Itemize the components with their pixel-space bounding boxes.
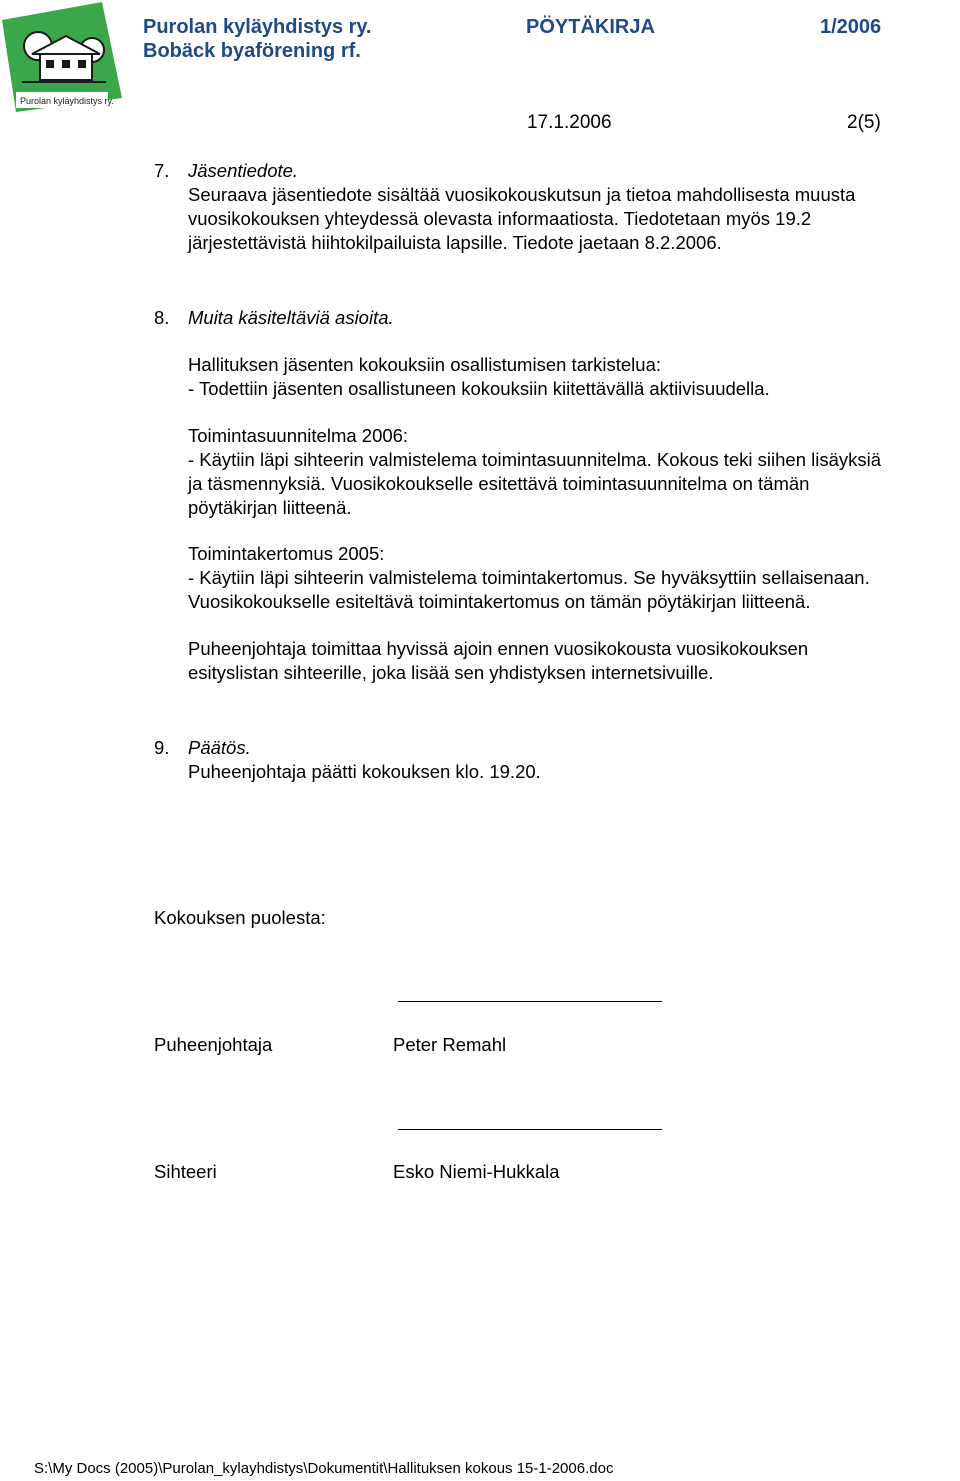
section-9-line: Puheenjohtaja päätti kokouksen klo. 19.20. bbox=[188, 761, 541, 782]
section-8-title: Muita käsiteltäviä asioita. bbox=[188, 307, 394, 328]
section-7-title: Jäsentiedote. bbox=[188, 160, 299, 181]
logo-caption: Purolan kyläyhdistys ry. bbox=[20, 96, 114, 106]
section-7-line: Seuraava jäsentiedote sisältää vuosikokouskutsun ja tietoa mahdollisesta muusta bbox=[188, 184, 856, 205]
section-8-p3-line: Toimintakertomus 2005: bbox=[188, 543, 385, 564]
org-name-fi: Purolan kyläyhdistys ry. bbox=[143, 16, 372, 38]
section-8-p4-line: Puheenjohtaja toimittaa hyvissä ajoin ennen vuosikokousta vuosikokouksen bbox=[188, 638, 809, 659]
secretary-role: Sihteeri bbox=[154, 1161, 217, 1182]
section-8-p1-line: - Todettiin jäsenten osallistuneen kokouksiin kiitettävällä aktiivisuudella. bbox=[188, 378, 770, 399]
section-7-line: järjestettävistä hiihtokilpailuista lapsille. Tiedote jaetaan 8.2.2006. bbox=[188, 232, 722, 253]
section-8-number: 8. bbox=[154, 307, 170, 328]
meeting-date: 17.1.2006 bbox=[527, 112, 612, 133]
section-7-number: 7. bbox=[154, 160, 170, 181]
doc-type: PÖYTÄKIRJA bbox=[526, 16, 655, 38]
section-8-p2-line: pöytäkirjan liitteenä. bbox=[188, 497, 352, 518]
chair-name: Peter Remahl bbox=[393, 1034, 507, 1055]
section-7-line: vuosikokouksen yhteydessä olevasta informaatiosta. Tiedotetaan myös 19.2 bbox=[188, 208, 812, 229]
page-number: 2(5) bbox=[847, 112, 881, 133]
section-8-p1-line: Hallituksen jäsenten kokouksiin osallistumisen tarkistelua: bbox=[188, 354, 662, 375]
section-8-p3-line: - Käytiin läpi sihteerin valmistelema toimintakertomus. Se hyväksyttiin sellaisenaan. bbox=[188, 567, 870, 588]
section-8-p4-line: esityslistan sihteerille, joka lisää sen yhdistyksen internetsivuille. bbox=[188, 662, 714, 683]
footer-file-path: S:\My Docs (2005)\Purolan_kylayhdistys\Dokumentit\Hallituksen kokous 15-1-2006.doc bbox=[34, 1460, 614, 1477]
chair-signature-line bbox=[398, 1001, 662, 1002]
secretary-signature-line bbox=[398, 1129, 662, 1130]
chair-role: Puheenjohtaja bbox=[154, 1034, 273, 1055]
secretary-name: Esko Niemi-Hukkala bbox=[393, 1161, 560, 1182]
section-9-number: 9. bbox=[154, 737, 170, 758]
section-9-title: Päätös. bbox=[188, 737, 251, 758]
doc-number: 1/2006 bbox=[820, 16, 882, 38]
section-8-p3-line: Vuosikokoukselle esiteltävä toimintakertomus on tämän pöytäkirjan liitteenä. bbox=[188, 591, 811, 612]
section-8-p2-line: - Käytiin läpi sihteerin valmistelema toimintasuunnitelma. Kokous teki siihen lisäyksiä bbox=[188, 449, 882, 470]
section-8-p2-line: Toimintasuunnitelma 2006: bbox=[188, 425, 409, 446]
signatures-intro: Kokouksen puolesta: bbox=[154, 907, 326, 928]
section-8-p2-line: ja täsmennyksiä. Vuosikokoukselle esitettävä toimintasuunnitelma on tämän bbox=[188, 473, 810, 494]
association-logo bbox=[2, 2, 122, 116]
org-name-sv: Bobäck byaförening rf. bbox=[143, 40, 361, 62]
